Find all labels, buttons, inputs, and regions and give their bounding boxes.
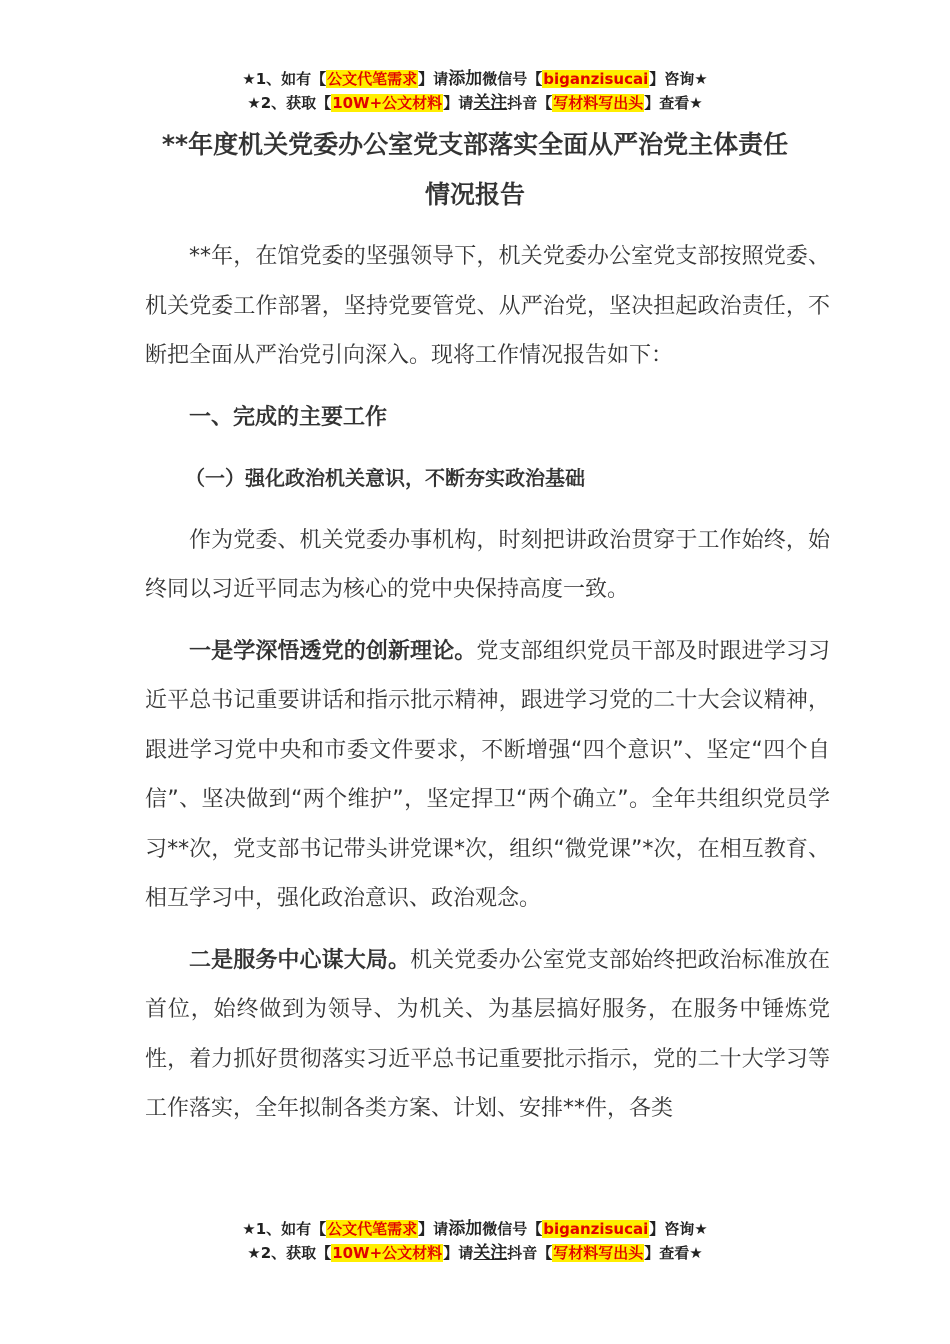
footer-line-2: ★2、获取【10W+公文材料】请关注抖音【写材料写出头】查看★ [247,1243,703,1263]
footer-highlight-service: 公文代笔需求 [327,1220,418,1238]
paragraph-2-body: 党支部组织党员干部及时跟进学习习近平总书记重要讲话和指示批示精神，跟进学习党的二十大会议精神，跟进学习党中央和市委文件要求，不断增强“四个意识”、坚定“四个自信”、坚决做到“两个维护”，坚定捍卫“两个确立”。全年共组织党员学习**次，党支部书记带头讲党课*次，组织“微党课”*次，在相互教育、相互学习中，强化政治意识、政治观念。 [145,638,830,911]
paragraph-2-lead: 一是学深悟透党的创新理论。 [189,638,477,664]
footer-line-1: ★1、如有【公文代笔需求】请添加微信号【biganzisucai】咨询★ [242,1219,708,1239]
footer-highlight-materials: 10W+公文材料 [332,1244,443,1262]
paragraph-2 [145,627,830,924]
highlight-service: 公文代笔需求 [327,70,418,88]
footer-banner [0,1217,950,1265]
footer-highlight-douyin: 写材料写出头 [553,1244,644,1262]
paragraph-3 [145,936,830,1134]
highlight-materials: 10W+公文材料 [332,94,443,112]
section-heading: 一、完成的主要工作 [189,404,388,430]
highlight-douyin: 写材料写出头 [553,94,644,112]
document-title-line-2: 情况报告 [424,180,525,209]
document-body [145,232,830,1134]
subsection-heading: （一）强化政治机关意识，不断夯实政治基础 [185,466,585,490]
document-title: **年度机关党委办公室党支部落实全面从严治党主体责任 [161,130,789,159]
banner-line-1: ★1、如有【公文代笔需求】请添加微信号【biganzisucai】咨询★ [242,69,708,89]
paragraph-1: 作为党委、机关党委办事机构，时刻把讲政治贯穿于工作始终，始终同以习近平同志为核心的党中央保持高度一致。 [145,527,830,602]
header-banner [0,67,950,115]
footer-highlight-wechat-id: biganzisucai [543,1220,649,1238]
banner-line-2: ★2、获取【10W+公文材料】请关注抖音【写材料写出头】查看★ [247,93,703,113]
paragraph-3-lead: 二是服务中心谋大局。 [189,947,411,973]
paragraph-3-body: 机关党委办公室党支部始终把政治标准放在首位，始终做到为领导、为机关、为基层搞好服务，在服务中锤炼党性，着力抓好贯彻落实习近平总书记重要批示指示，党的二十大学习等工作落实，全年拟制各类方案、计划、安排**件，各类 [145,947,830,1121]
highlight-wechat-id: biganzisucai [543,70,649,88]
intro-paragraph: **年，在馆党委的坚强领导下，机关党委办公室党支部按照党委、机关党委工作部署，坚持党要管党、从严治党，坚决担起政治责任，不断把全面从严治党引向深入。现将工作情况报告如下： [145,244,830,368]
